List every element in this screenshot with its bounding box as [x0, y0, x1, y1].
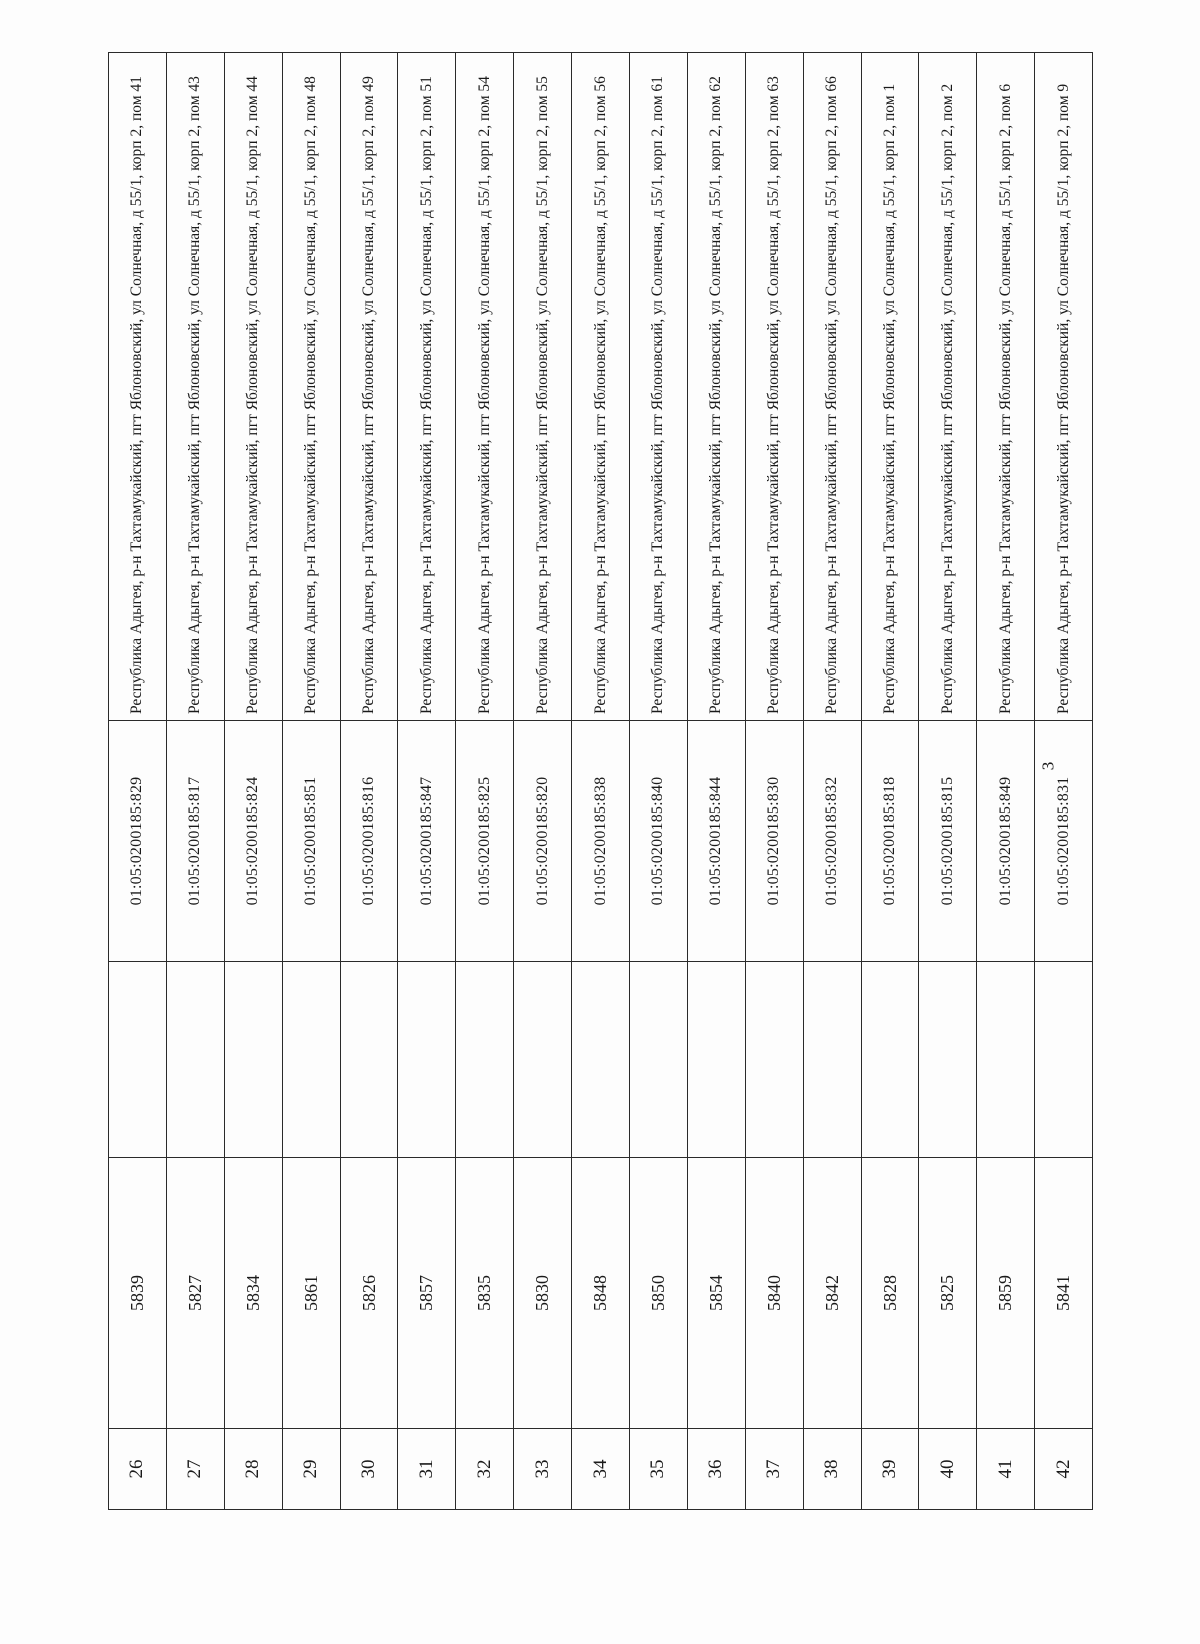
row-number: 27 — [166, 1429, 224, 1510]
row-number: 33 — [514, 1429, 572, 1510]
empty-cell — [572, 962, 630, 1158]
table-row — [224, 53, 282, 1510]
cadastral-number: 01:05:0200185:851 — [282, 721, 340, 962]
empty-cell — [282, 962, 340, 1158]
table-row — [803, 53, 861, 1510]
row-number: 41 — [977, 1429, 1035, 1510]
address: Республика Адыгея, р-н Тахтамукайский, пгт Яблоновский, ул Солнечная, д 55/1, корп 2, пом 6 — [977, 53, 1035, 721]
address: Республика Адыгея, р-н Тахтамукайский, пгт Яблоновский, ул Солнечная, д 55/1, корп 2, пом 48 — [282, 53, 340, 721]
address: Республика Адыгея, р-н Тахтамукайский, пгт Яблоновский, ул Солнечная, д 55/1, корп 2, пом 2 — [919, 53, 977, 721]
object-id: 5828 — [861, 1158, 919, 1429]
address: Республика Адыгея, р-н Тахтамукайский, пгт Яблоновский, ул Солнечная, д 55/1, корп 2, пом 62 — [687, 53, 745, 721]
cadastral-number: 01:05:0200185:847 — [398, 721, 456, 962]
table-row — [572, 53, 630, 1510]
row-number: 39 — [861, 1429, 919, 1510]
row-number: 26 — [109, 1429, 167, 1510]
address: Республика Адыгея, р-н Тахтамукайский, пгт Яблоновский, ул Солнечная, д 55/1, корп 2, пом 55 — [514, 53, 572, 721]
object-id: 5854 — [687, 1158, 745, 1429]
table-row — [977, 53, 1035, 1510]
object-id: 5825 — [919, 1158, 977, 1429]
object-id: 5834 — [224, 1158, 282, 1429]
empty-cell — [630, 962, 688, 1158]
address: Республика Адыгея, р-н Тахтамукайский, пгт Яблоновский, ул Солнечная, д 55/1, корп 2, пом 43 — [166, 53, 224, 721]
row-number: 31 — [398, 1429, 456, 1510]
object-id: 5850 — [630, 1158, 688, 1429]
table-row — [919, 53, 977, 1510]
cadastral-number: 01:05:0200185:831 — [1035, 721, 1093, 962]
object-id: 5859 — [977, 1158, 1035, 1429]
table-row — [398, 53, 456, 1510]
address: Республика Адыгея, р-н Тахтамукайский, пгт Яблоновский, ул Солнечная, д 55/1, корп 2, пом 56 — [572, 53, 630, 721]
table-row — [687, 53, 745, 1510]
cadastral-number: 01:05:0200185:830 — [745, 721, 803, 962]
empty-cell — [977, 962, 1035, 1158]
address: Республика Адыгея, р-н Тахтамукайский, пгт Яблоновский, ул Солнечная, д 55/1, корп 2, пом 66 — [803, 53, 861, 721]
table-row — [1035, 53, 1093, 1510]
object-id: 5861 — [282, 1158, 340, 1429]
table-row — [745, 53, 803, 1510]
empty-cell — [919, 962, 977, 1158]
table-row — [861, 53, 919, 1510]
rotated-table-container — [108, 70, 1074, 1510]
cadastral-number: 01:05:0200185:818 — [861, 721, 919, 962]
row-number: 35 — [630, 1429, 688, 1510]
empty-cell — [398, 962, 456, 1158]
object-id: 5841 — [1035, 1158, 1093, 1429]
address: Республика Адыгея, р-н Тахтамукайский, пгт Яблоновский, ул Солнечная, д 55/1, корп 2, пом 61 — [630, 53, 688, 721]
cadastral-number: 01:05:0200185:817 — [166, 721, 224, 962]
cadastral-number: 01:05:0200185:829 — [109, 721, 167, 962]
table-row — [340, 53, 398, 1510]
cadastral-number: 01:05:0200185:832 — [803, 721, 861, 962]
empty-cell — [514, 962, 572, 1158]
empty-cell — [861, 962, 919, 1158]
table-row — [282, 53, 340, 1510]
empty-cell — [803, 962, 861, 1158]
empty-cell — [340, 962, 398, 1158]
row-number: 40 — [919, 1429, 977, 1510]
row-number: 28 — [224, 1429, 282, 1510]
row-number: 29 — [282, 1429, 340, 1510]
row-number: 30 — [340, 1429, 398, 1510]
table-row — [456, 53, 514, 1510]
property-table — [108, 52, 1093, 1510]
row-number: 38 — [803, 1429, 861, 1510]
address: Республика Адыгея, р-н Тахтамукайский, пгт Яблоновский, ул Солнечная, д 55/1, корп 2, пом 41 — [109, 53, 167, 721]
table-row — [514, 53, 572, 1510]
table-row — [166, 53, 224, 1510]
address: Республика Адыгея, р-н Тахтамукайский, пгт Яблоновский, ул Солнечная, д 55/1, корп 2, пом 1 — [861, 53, 919, 721]
address: Республика Адыгея, р-н Тахтамукайский, пгт Яблоновский, ул Солнечная, д 55/1, корп 2, пом 54 — [456, 53, 514, 721]
cadastral-number: 01:05:0200185:840 — [630, 721, 688, 962]
empty-cell — [687, 962, 745, 1158]
cadastral-number: 01:05:0200185:844 — [687, 721, 745, 962]
empty-cell — [109, 962, 167, 1158]
empty-cell — [1035, 962, 1093, 1158]
cadastral-number: 01:05:0200185:816 — [340, 721, 398, 962]
page-number: 3 — [1038, 761, 1058, 771]
object-id: 5827 — [166, 1158, 224, 1429]
empty-cell — [456, 962, 514, 1158]
object-id: 5848 — [572, 1158, 630, 1429]
row-number: 32 — [456, 1429, 514, 1510]
object-id: 5830 — [514, 1158, 572, 1429]
address: Республика Адыгея, р-н Тахтамукайский, пгт Яблоновский, ул Солнечная, д 55/1, корп 2, пом 49 — [340, 53, 398, 721]
table-row — [109, 53, 167, 1510]
address: Республика Адыгея, р-н Тахтамукайский, пгт Яблоновский, ул Солнечная, д 55/1, корп 2, пом 9 — [1035, 53, 1093, 721]
object-id: 5839 — [109, 1158, 167, 1429]
cadastral-number: 01:05:0200185:824 — [224, 721, 282, 962]
object-id: 5826 — [340, 1158, 398, 1429]
cadastral-number: 01:05:0200185:825 — [456, 721, 514, 962]
row-number: 36 — [687, 1429, 745, 1510]
cadastral-number: 01:05:0200185:815 — [919, 721, 977, 962]
empty-cell — [745, 962, 803, 1158]
address: Республика Адыгея, р-н Тахтамукайский, пгт Яблоновский, ул Солнечная, д 55/1, корп 2, пом 51 — [398, 53, 456, 721]
table-body — [109, 53, 1093, 1510]
cadastral-number: 01:05:0200185:849 — [977, 721, 1035, 962]
row-number: 34 — [572, 1429, 630, 1510]
table-row — [630, 53, 688, 1510]
address: Республика Адыгея, р-н Тахтамукайский, пгт Яблоновский, ул Солнечная, д 55/1, корп 2, пом 63 — [745, 53, 803, 721]
cadastral-number: 01:05:0200185:838 — [572, 721, 630, 962]
object-id: 5857 — [398, 1158, 456, 1429]
address: Республика Адыгея, р-н Тахтамукайский, пгт Яблоновский, ул Солнечная, д 55/1, корп 2, пом 44 — [224, 53, 282, 721]
object-id: 5835 — [456, 1158, 514, 1429]
empty-cell — [166, 962, 224, 1158]
object-id: 5842 — [803, 1158, 861, 1429]
empty-cell — [224, 962, 282, 1158]
row-number: 37 — [745, 1429, 803, 1510]
object-id: 5840 — [745, 1158, 803, 1429]
row-number: 42 — [1035, 1429, 1093, 1510]
cadastral-number: 01:05:0200185:820 — [514, 721, 572, 962]
